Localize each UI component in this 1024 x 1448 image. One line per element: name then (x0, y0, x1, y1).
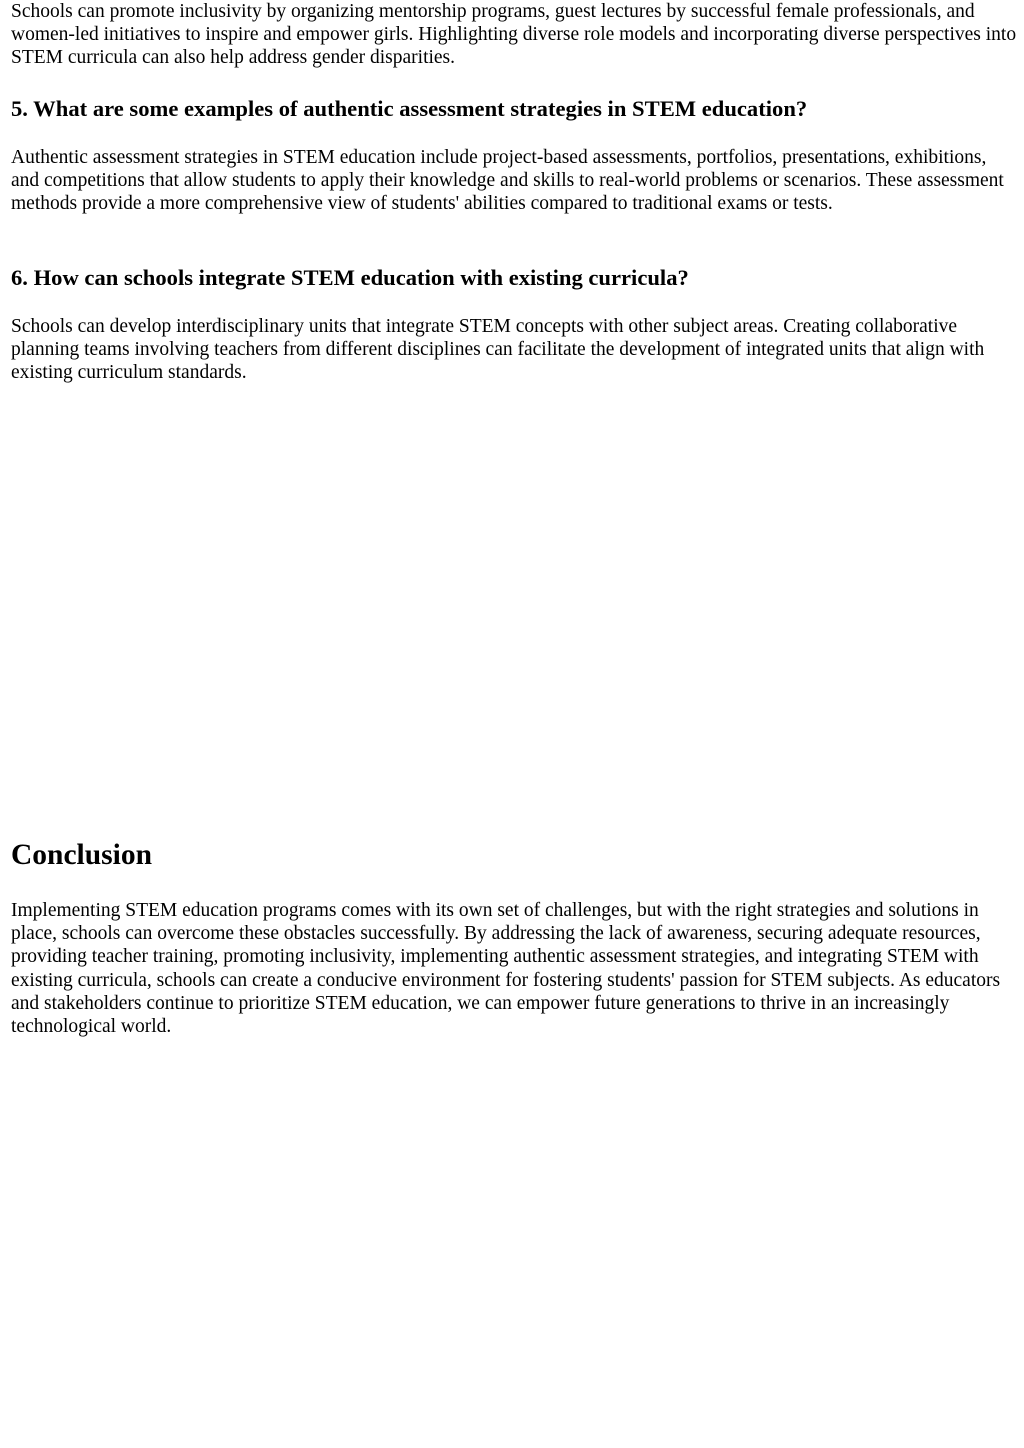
conclusion-heading: Conclusion (11, 839, 152, 871)
conclusion-paragraph: Implementing STEM education programs comes with its own set of challenges, but with the right strategies and solutions in place, schools can overcome these obstacles successfully. By addressing the lack of awareness, securing adequate resources, providing teacher training, promoting inclusivity, implementing authentic assessment strategies, and integrating STEM with existing curricula, schools can create a conducive environment for fostering students' passion for STEM subjects. As educators and stakeholders continue to prioritize STEM education, we can empower future generations to thrive in an increasingly technological world. (11, 900, 1001, 1038)
faq-answer-5-paragraph: Authentic assessment strategies in STEM education include project-based assessments, portfolios, presentations, exhibitions, and competitions that allow students to apply their knowledge and skills to real-world problems or scenarios. These assessment methods provide a more comprehensive view of students' abilities compared to traditional exams or tests. (11, 147, 1004, 215)
inclusivity-answer-paragraph: Schools can promote inclusivity by organizing mentorship programs, guest lectures by successful female professionals, and women-led initiatives to inspire and empower girls. Highlighting diverse role models and incorporating diverse perspectives into STEM curricula can also help address gender disparities. (11, 1, 1017, 69)
faq-answer-6-paragraph: Schools can develop interdisciplinary units that integrate STEM concepts with other subject areas. Creating collaborative planning teams involving teachers from different disciplines can facilitate the development of integrated units that align with existing curriculum standards. (11, 316, 985, 384)
faq-question-6-heading: 6. How can schools integrate STEM education with existing curricula? (11, 265, 689, 290)
faq-question-5-heading: 5. What are some examples of authentic assessment strategies in STEM education? (11, 96, 808, 121)
